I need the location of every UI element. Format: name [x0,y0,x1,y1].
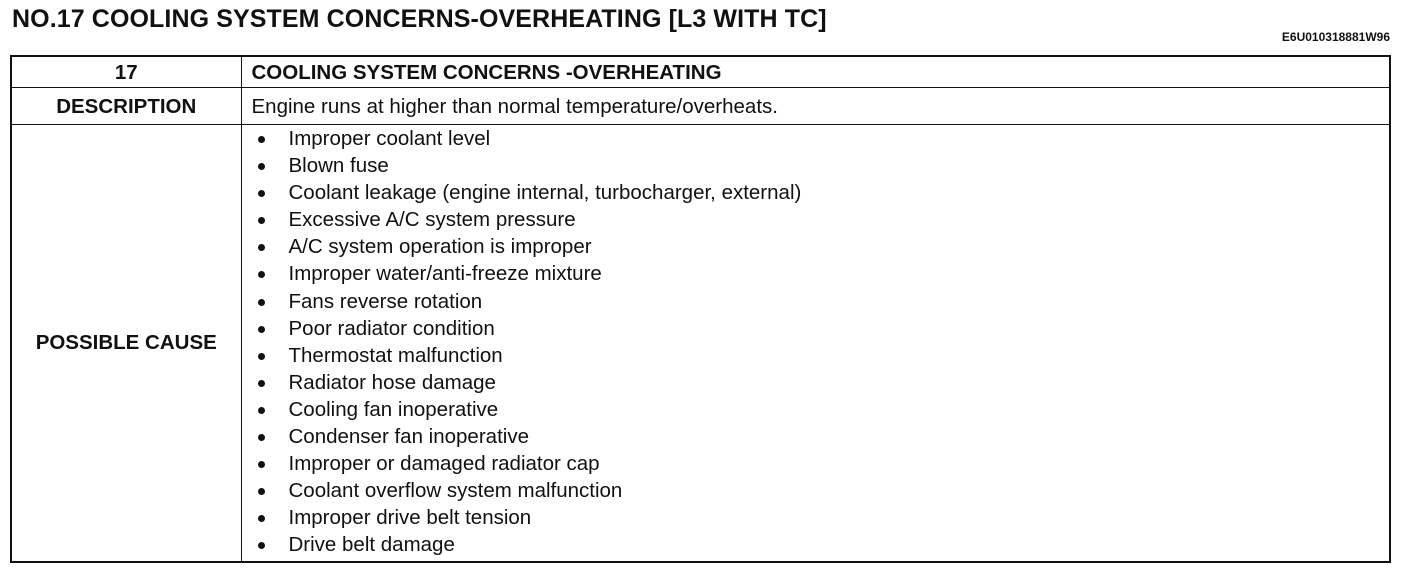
bullet-icon [258,136,265,143]
description-row [11,88,1390,125]
concern-heading: COOLING SYSTEM CONCERNS -OVERHEATING [241,56,1390,88]
bullet-icon [258,326,265,333]
list-item [242,152,1390,179]
page-title: NO.17 COOLING SYSTEM CONCERNS-OVERHEATING [L3 WITH TC] [12,5,827,33]
bullet-icon [258,434,265,441]
list-item [242,233,1390,260]
document-code: E6U010318881W96 [1281,30,1390,44]
cause-text: A/C system operation is improper [288,235,592,259]
bullet-icon [258,488,265,495]
cause-text: Improper coolant level [288,127,491,150]
cause-text: Cooling fan inoperative [288,397,499,421]
bullet-icon [258,461,265,468]
list-item [242,342,1390,369]
cause-text: Drive belt damage [288,533,455,557]
cause-text: Blown fuse [288,154,389,178]
heading-row [11,56,1390,88]
bullet-icon [258,271,265,278]
possible-cause-list [242,125,1390,561]
bullet-icon [258,353,265,360]
description-text: Engine runs at higher than normal temperature/overheats. [241,88,1390,125]
list-item [242,396,1390,423]
cause-text: Coolant leakage (engine internal, turbocharger, external) [288,181,802,205]
possible-cause-cell [241,125,1390,562]
list-item [242,450,1390,477]
cause-text: Poor radiator condition [288,316,495,340]
list-item [242,531,1390,558]
cause-text: Radiator hose damage [288,370,496,394]
bullet-icon [258,542,265,549]
list-item [242,125,1390,152]
concern-number: 17 [11,56,241,88]
list-item [242,288,1390,315]
bullet-icon [258,190,265,197]
cause-text: Improper water/anti-freeze mixture [288,262,602,286]
list-item [242,206,1390,233]
list-item [242,179,1390,206]
list-item [242,315,1390,342]
concern-table [10,55,1391,563]
possible-cause-label: POSSIBLE CAUSE [11,125,241,562]
bullet-icon [258,163,265,170]
cause-text: Fans reverse rotation [288,289,483,313]
cause-text: Thermostat malfunction [288,343,503,367]
list-item [242,477,1390,504]
bullet-icon [258,299,265,306]
list-item [242,423,1390,450]
bullet-icon [258,380,265,387]
list-item [242,369,1390,396]
bullet-icon [258,515,265,522]
list-item [242,260,1390,287]
cause-text: Excessive A/C system pressure [288,208,576,232]
description-label: DESCRIPTION [11,88,241,125]
possible-cause-row [11,125,1390,562]
bullet-icon [258,407,265,414]
cause-text: Improper drive belt tension [288,506,532,530]
cause-text: Improper or damaged radiator cap [288,452,600,476]
bullet-icon [258,244,265,251]
list-item [242,504,1390,531]
cause-text: Coolant overflow system malfunction [288,479,623,503]
bullet-icon [258,217,265,224]
cause-text: Condenser fan inoperative [288,425,529,449]
